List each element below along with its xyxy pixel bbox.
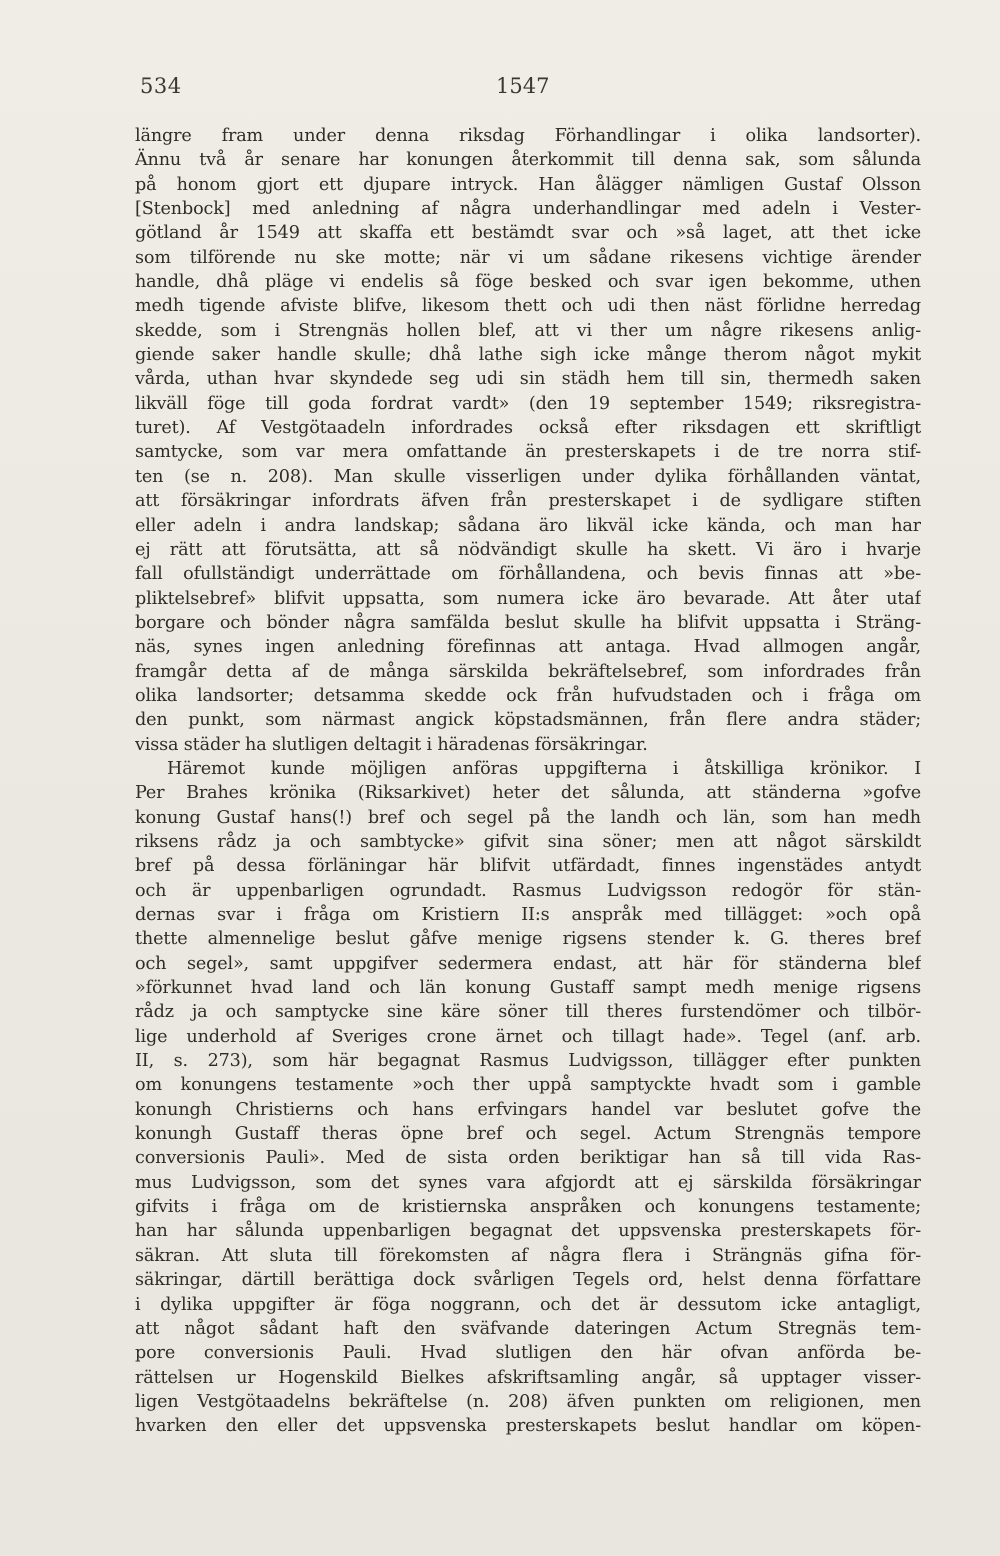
- text-line: lige underhold af Sveriges crone ärnet och tillagt hade». Tegel (anf. arb.: [135, 1026, 921, 1047]
- text-line: i dylika uppgifter är föga noggrann, och det är dessutom icke antagligt,: [135, 1294, 921, 1315]
- page-number: 534: [140, 74, 182, 98]
- text-line: fall ofullständigt underrättade om förhållandena, och bevis finnas att »be-: [135, 564, 921, 585]
- text-line: II, s. 273), som här begagnat Rasmus Ludvigsson, tillägger efter punkten: [135, 1051, 921, 1072]
- text-line: konungh Christierns och hans erfvingars handel var beslutet gofve the: [135, 1099, 921, 1120]
- text-line: att försäkringar infordrats äfven från presterskapet i de sydligare stiften: [135, 491, 921, 512]
- text-line: som tilförende nu ske motte; när vi um sådane rikesens vichtige ärender: [135, 247, 921, 268]
- text-line: rådz ja och samptycke sine käre söner till theres furstendömer och tilbör-: [135, 1002, 921, 1023]
- text-line: olika landsorter; detsamma skedde ock från hufvudstaden och i fråga om: [135, 685, 921, 706]
- text-line: pliktelsebref» blifvit uppsatta, som numera icke äro bevarade. Att åter utaf: [135, 588, 921, 609]
- body-text: [135, 124, 921, 1439]
- text-line: och är uppenbarligen ogrundadt. Rasmus Ludvigsson redogör för stän-: [135, 880, 921, 901]
- text-line: riksens rådz ja och sambtycke» gifvit sina söner; men att något särskildt: [135, 831, 921, 852]
- text-line: mus Ludvigsson, som det synes vara afgjordt att ej särskilda försäkringar: [135, 1172, 921, 1193]
- text-line: skedde, som i Strengnäs hollen blef, att vi ther um någre rikesens anlig-: [135, 320, 921, 341]
- text-line: ej rätt att förutsätta, att så nödvändigt skulle ha skett. Vi äro i hvarje: [135, 539, 921, 560]
- text-line: medh tigende afviste blifve, likesom thett och udi then näst förlidne herredag: [135, 296, 921, 317]
- text-line: turet). Af Vestgötaadeln infordrades också efter riksdagen ett skriftligt: [135, 418, 921, 439]
- text-line: Ännu två år senare har konungen återkommit till denna sak, som sålunda: [135, 150, 921, 171]
- text-line: näs, synes ingen anledning förefinnas att antaga. Hvad allmogen angår,: [135, 637, 921, 658]
- text-line: säkringar, därtill berättiga dock svårligen Tegels ord, helst denna författare: [135, 1270, 921, 1291]
- text-line: hvarken den eller det uppsvenska presterskapets beslut handlar om köpen-: [135, 1416, 921, 1437]
- text-line: giende saker handle skulle; dhå lathe sigh icke månge therom något mykit: [135, 345, 921, 366]
- text-line: Häremot kunde möjligen anföras uppgifterna i åtskilliga krönikor. I: [167, 758, 921, 779]
- text-line: säkran. Att sluta till förekomsten af några flera i Strängnäs gifna för-: [135, 1245, 921, 1266]
- text-line: Per Brahes krönika (Riksarkivet) heter det sålunda, att ständerna »gofve: [135, 783, 921, 804]
- text-line: konung Gustaf hans(!) bref och segel på the landh och län, som han medh: [135, 807, 921, 828]
- text-line: samtycke, som var mera omfattande än presterskapets i de tre norra stif-: [135, 442, 921, 463]
- text-line: conversionis Pauli». Med de sista orden beriktigar han så till vida Ras-: [135, 1148, 921, 1169]
- text-line: längre fram under denna riksdag Förhandlingar i olika landsorter).: [135, 126, 921, 146]
- text-line: thette almennelige beslut gåfve menige rigsens stender k. G. theres bref: [135, 929, 921, 950]
- text-line: pore conversionis Pauli. Hvad slutligen den här ofvan anförda be-: [135, 1343, 921, 1364]
- running-head-year: 1547: [496, 74, 550, 98]
- text-line: han har sålunda uppenbarligen begagnat det uppsvenska presterskapets för-: [135, 1221, 921, 1242]
- text-line: [Stenbock] med anledning af några underhandlingar med adeln i Vester-: [135, 199, 921, 220]
- text-line: rättelsen ur Hogenskild Bielkes afskriftsamling angår, så upptager visser-: [135, 1367, 921, 1388]
- text-line: ten (se n. 208). Man skulle visserligen under dylika förhållanden väntat,: [135, 466, 921, 487]
- text-line: dernas svar i fråga om Kristiern II:s anspråk med tillägget: »och opå: [135, 905, 921, 925]
- text-line: »förkunnet hvad land och län konung Gustaff sampt medh menige rigsens: [135, 978, 921, 999]
- text-line: likväll föge till goda fordrat vardt» (den 19 september 1549; riksregistra-: [135, 393, 921, 414]
- text-line: bref på dessa förläningar här blifvit utfärdadt, finnes ingenstädes antydt: [135, 856, 921, 877]
- text-line: götland år 1549 att skaffa ett bestämdt svar och »så laget, att thet icke: [135, 223, 921, 244]
- text-line: konungh Gustaff theras öpne bref och segel. Actum Strengnäs tempore: [135, 1124, 921, 1145]
- text-line: och segel», samt uppgifver sedermera endast, att här för ständerna blef: [135, 953, 921, 974]
- text-line: vårda, uthan hvar skyndede seg udi sin städh hem till sin, thermedh saken: [135, 369, 921, 390]
- text-line: om konungens testamente »och ther uppå samptyckte hvadt som i gamble: [135, 1075, 921, 1096]
- text-line: att något sådant haft den sväfvande dateringen Actum Stregnäs tem-: [135, 1318, 921, 1339]
- text-line: framgår detta af de många särskilda bekräftelsebref, som infordrades från: [135, 661, 921, 682]
- text-line: gifvits i fråga om de kristiernska anspråken och konungens testamente;: [135, 1197, 921, 1218]
- text-line: handle, dhå pläge vi endelis så föge besked och svar igen bekomme, uthen: [135, 272, 921, 293]
- text-line: ligen Vestgötaadelns bekräftelse (n. 208) äfven punkten om religionen, men: [135, 1391, 921, 1412]
- text-line: eller adeln i andra landskap; sådana äro likväl icke kända, och man har: [135, 515, 921, 536]
- text-line: på honom gjort ett djupare intryck. Han ålägger nämligen Gustaf Olsson: [135, 174, 921, 195]
- text-line: borgare och bönder några samfälda beslut skulle ha blifvit uppsatta i Sträng-: [135, 612, 921, 633]
- text-line: vissa städer ha slutligen deltagit i häradenas försäkringar.: [135, 734, 648, 755]
- text-line: den punkt, som närmast angick köpstadsmännen, från flere andra städer;: [135, 710, 921, 731]
- running-header: [140, 74, 918, 104]
